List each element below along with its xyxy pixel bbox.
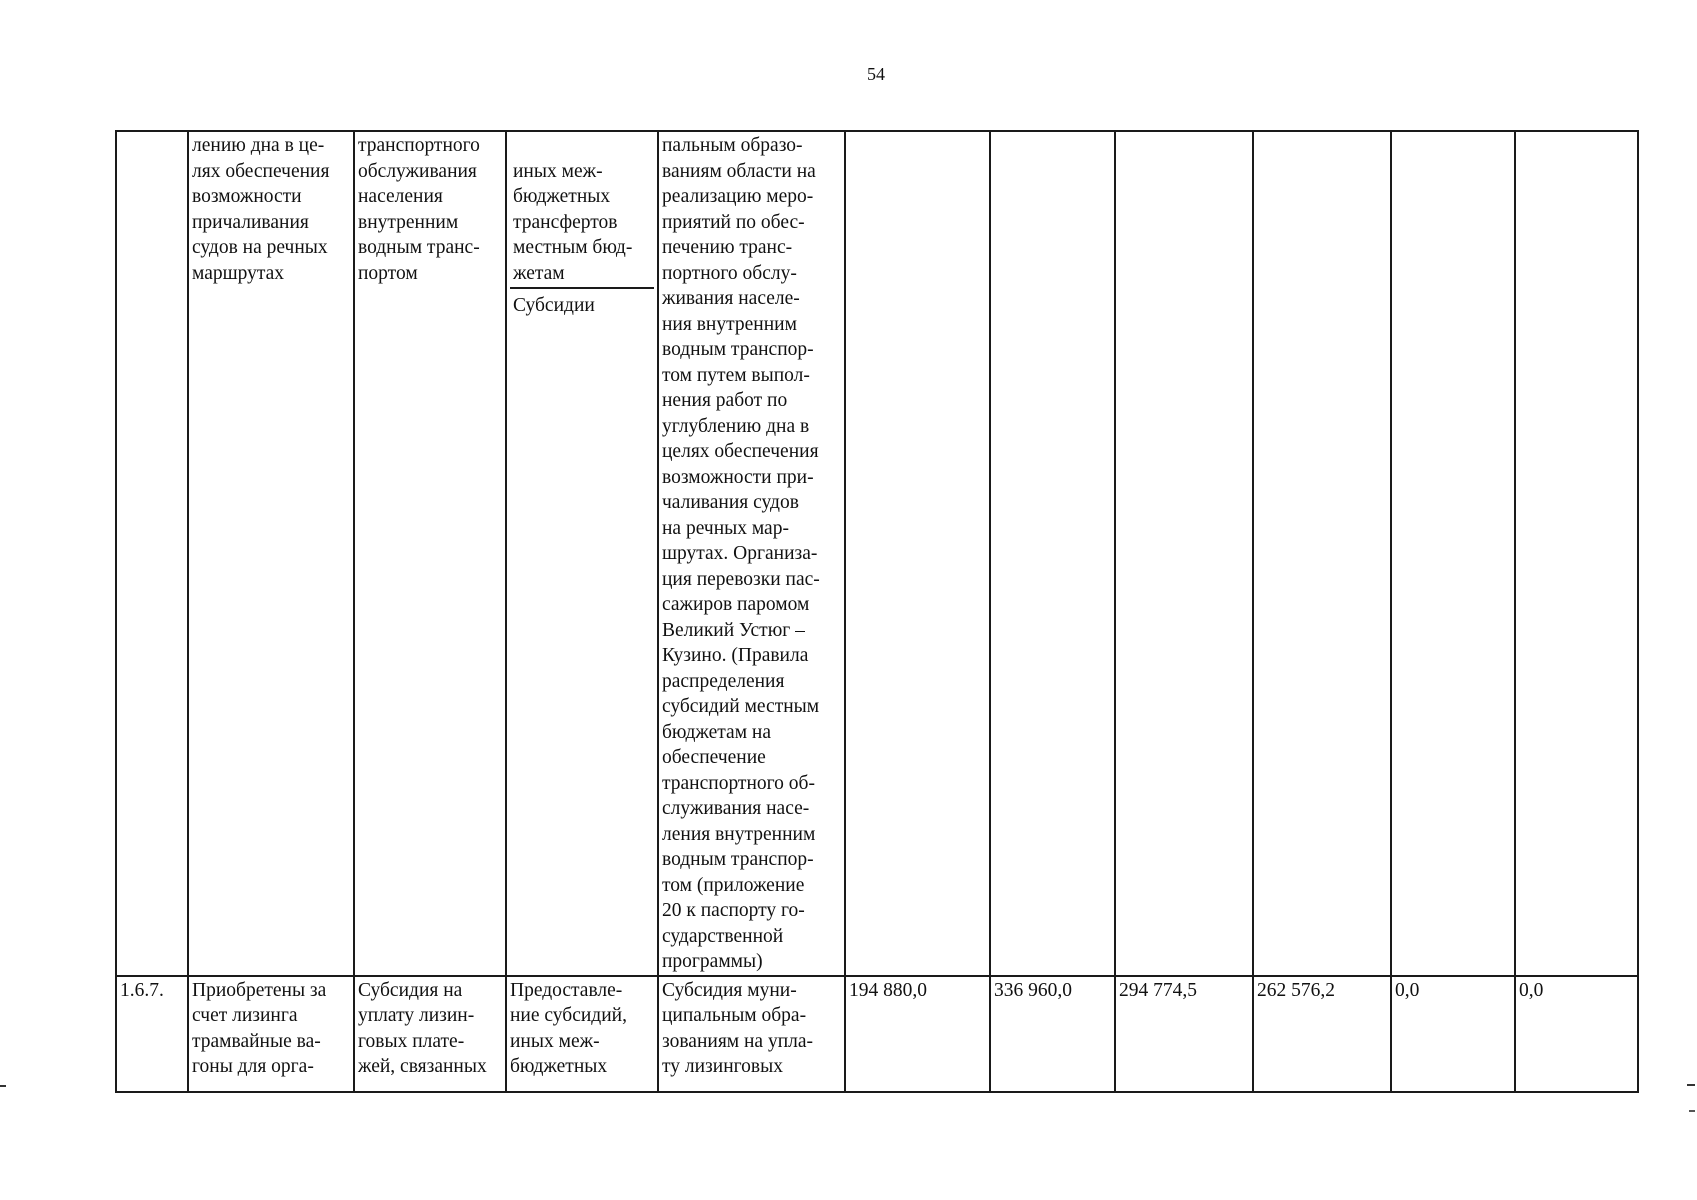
cell-value: 336 960,0 [990, 976, 1115, 1092]
table-row [116, 976, 1638, 1092]
table-row [116, 131, 1638, 976]
scan-mark [1687, 1084, 1695, 1086]
cell-result: лению дна в це- лях обеспечения возможности причаливания судов на речных маршрутах [188, 131, 354, 976]
cell-support-form-top: иных меж- бюджетных трансфертов местным бюд- жетам [510, 159, 654, 290]
cell-value [1253, 131, 1391, 976]
cell-value [990, 131, 1115, 976]
cell-measure: транспортного обслуживания населения внутренним водным транс- портом [354, 131, 506, 976]
cell-value: 0,0 [1391, 976, 1515, 1092]
cell-measure: Субсидия на уплату лизин- говых плате- жей, связанных [354, 976, 506, 1092]
program-table [115, 130, 1639, 1093]
cell-value [845, 131, 990, 976]
cell-value: 294 774,5 [1115, 976, 1253, 1092]
cell-result: Приобретены за счет лизинга трамвайные ва- гоны для орга- [188, 976, 354, 1092]
cell-description: пальным образо- ваниям области на реализацию меро- приятий по обес- печению транс- портного обслу- живания населе- ния внутренним водным транспор- том путем выпол- нения работ по углублению дна в целях обеспечения возможности при- чаливания судов на речных мар- шрутах. Организа- ция перевозки пас- сажиров паромом Великий Устюг – Кузино. (Правила распределения субсидий местным бюджетам на обеспечение транспортного об- служивания насе- ления внутренним водным транспор- том (приложение 20 к паспорту го- сударственной программы) [658, 131, 845, 976]
scan-mark [0, 1085, 6, 1087]
cell-number [116, 131, 188, 976]
cell-support-form: Предоставле- ние субсидий, иных меж- бюджетных [506, 976, 658, 1092]
cell-value [1115, 131, 1253, 976]
scan-mark [1689, 1110, 1695, 1112]
cell-value: 0,0 [1515, 976, 1638, 1092]
cell-value [1515, 131, 1638, 976]
cell-support-form [506, 131, 658, 976]
cell-description: Субсидия муни- ципальным обра- зованиям на упла- ту лизинговых [658, 976, 845, 1092]
cell-value: 194 880,0 [845, 976, 990, 1092]
page-number: 54 [867, 64, 885, 84]
cell-value [1391, 131, 1515, 976]
cell-value: 262 576,2 [1253, 976, 1391, 1092]
cell-number: 1.6.7. [116, 976, 188, 1092]
cell-support-form-bottom: Субсидии [513, 295, 595, 316]
